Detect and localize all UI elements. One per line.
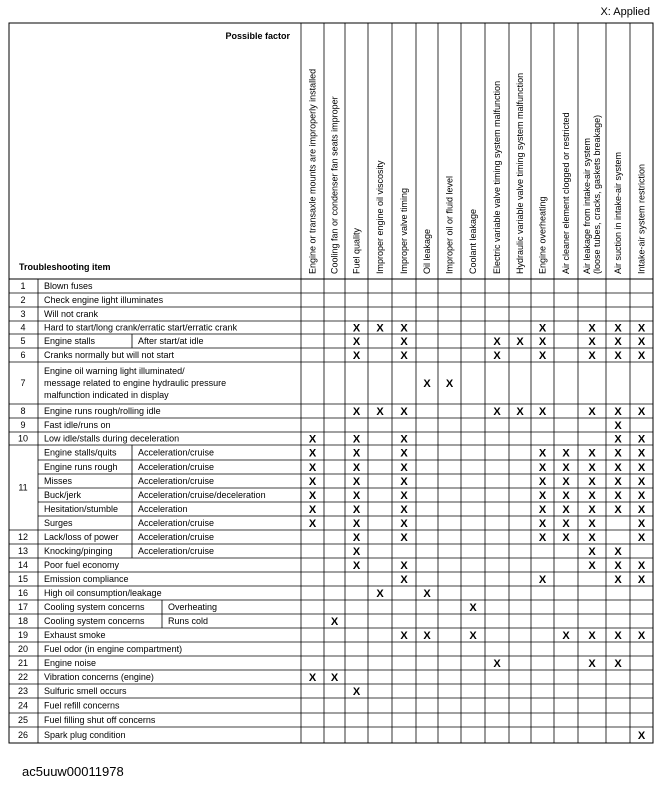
condition-text: Acceleration/cruise [138,476,215,486]
applied-mark: X [376,322,384,335]
factor-label: Hydraulic variable valve timing system malfunction [515,72,525,274]
factor-label: Improper valve timing [399,187,409,274]
applied-mark: X [400,574,408,586]
applied-mark: X [376,406,384,418]
troubleshooting-item: Surges [44,518,73,528]
factor-label: Coolant leakage [468,208,478,274]
applied-mark: X [538,350,547,362]
applied-mark: X [400,532,408,544]
applied-mark: X [637,476,646,488]
image-code: ac5uuw00011978 [22,764,124,779]
applied-mark: X [588,490,596,502]
applied-mark: X [400,406,408,418]
applied-mark: X [588,532,596,544]
applied-mark: X [614,336,622,348]
applied-mark: X [423,588,431,600]
troubleshooting-item: Fuel odor (in engine compartment) [44,644,183,654]
troubleshooting-item: Engine stalls/quits [44,447,117,458]
applied-mark: X [308,462,317,474]
applied-mark: X [352,546,361,558]
applied-mark: X [637,350,646,362]
applied-mark: X [588,630,596,642]
applied-mark: X [538,447,547,460]
applied-mark: X [588,546,596,558]
applied-mark: X [308,504,317,516]
applied-mark: X [538,336,547,348]
applied-mark: X [352,476,361,488]
applied-mark: X [352,490,361,502]
applied-mark: X [538,504,547,516]
applied-mark: X [538,476,547,488]
applied-mark: X [493,406,501,418]
applied-mark: X [423,630,431,642]
applied-mark: X [637,406,646,418]
applied-mark: X [308,476,317,488]
factor-label: Air suction in intake-air system [613,151,623,274]
applied-mark: X [330,616,339,628]
factor-label: Air leakage from intake-air system [582,137,592,274]
row-number: 10 [17,433,29,444]
applied-mark: X [614,322,622,335]
troubleshooting-item: Engine oil warning light illuminated/ [44,366,185,376]
applied-mark: X [588,658,596,670]
applied-mark: X [400,350,408,362]
troubleshooting-item: Fuel refill concerns [44,700,120,711]
row-number: 25 [17,715,29,725]
condition-text: Acceleration/cruise [138,532,215,542]
troubleshooting-item: Low idle/stalls during deceleration [44,433,180,444]
factor-label: Intake-air system restriction [636,163,647,274]
troubleshooting-item: Hard to start/long crank/erratic start/erratic crank [44,322,238,333]
row-number: 17 [17,602,29,612]
applied-mark: X [400,433,408,446]
factor-label: Fuel quality [351,227,362,274]
troubleshooting-item: Blown fuses [44,281,93,291]
troubleshooting-item: Cranks normally but will not start [44,350,175,360]
condition-text: After start/at idle [138,336,204,346]
applied-mark: X [588,560,596,572]
row-number: 16 [17,588,29,598]
troubleshooting-item: Engine stalls [44,336,96,346]
applied-mark: X [400,560,408,572]
applied-mark: X [469,602,477,614]
row-number: 5 [20,336,26,346]
condition-text: Acceleration/cruise [138,462,215,472]
row-number: 15 [17,574,29,584]
condition-text: Acceleration/cruise/deceleration [138,490,266,500]
applied-mark: X [637,574,646,586]
troubleshooting-item: Exhaust smoke [44,630,106,640]
applied-mark: X [562,476,570,488]
applied-mark: X [588,406,596,418]
applied-mark: X [588,504,596,516]
troubleshooting-item: Buck/jerk [44,490,82,500]
row-number: 24 [17,700,29,711]
applied-mark: X [400,462,408,474]
applied-mark: X [352,447,361,460]
troubleshooting-item: Vibration concerns (engine) [44,672,154,682]
applied-mark: X [588,350,596,362]
troubleshooting-item: Lack/loss of power [44,532,119,542]
applied-mark: X [588,322,596,335]
applied-mark: X [614,658,622,670]
applied-mark: X [308,447,317,460]
row-number: 1 [20,281,26,291]
applied-mark: X [400,630,408,642]
factor-label: Electric variable valve timing system malfunction [492,80,502,274]
condition-text: Acceleration/cruise [138,546,215,556]
applied-mark: X [400,336,408,348]
applied-mark: X [588,462,596,474]
troubleshooting-item: Fuel filling shut off concerns [44,715,156,725]
applied-mark: X [400,322,408,335]
applied-mark: X [330,672,339,684]
applied-mark: X [538,532,547,544]
applied-mark: X [352,686,361,698]
applied-mark: X [562,462,570,474]
applied-mark: X [423,378,431,390]
applied-mark: X [493,658,501,670]
applied-mark: X [562,532,570,544]
applied-mark: X [352,406,361,418]
applied-mark: X [516,406,524,418]
factor-label: Engine overheating [537,196,548,274]
applied-mark: X [308,433,317,446]
troubleshooting-item: Fast idle/runs on [44,420,111,430]
applied-mark: X [562,630,570,642]
applied-mark: X [493,336,501,348]
troubleshooting-item: Engine runs rough [44,462,118,472]
troubleshooting-item: Knocking/pinging [44,546,113,556]
troubleshooting-item-label: Troubleshooting item [19,262,111,272]
applied-mark: X [308,490,317,502]
row-number: 26 [17,730,29,740]
troubleshooting-item: High oil consumption/leakage [44,588,162,598]
applied-mark: X [400,447,408,460]
applied-mark: X [538,490,547,502]
applied-mark: X [538,518,547,530]
applied-mark: X [588,518,596,530]
applied-mark: X [637,336,646,348]
applied-mark: X [352,462,361,474]
applied-mark: X [562,504,570,516]
row-number: 9 [20,420,26,430]
applied-mark: X [352,560,361,572]
applied-mark: X [637,433,646,446]
applied-mark: X [308,518,317,530]
row-number: 3 [20,309,26,319]
row-number: 23 [17,686,29,696]
applied-mark: X [308,672,317,684]
applied-mark: X [352,532,361,544]
applied-mark: X [637,518,646,530]
condition-text: Acceleration/cruise [138,518,215,528]
applied-mark: X [637,630,646,642]
troubleshooting-item: Cooling system concerns [44,616,145,626]
applied-mark: X [614,574,622,586]
applied-mark: X [400,490,408,502]
troubleshooting-item: Check engine light illuminates [44,295,164,305]
applied-mark: X [538,406,547,418]
troubleshooting-item: malfunction indicated in display [44,390,169,400]
applied-mark: X [614,546,622,558]
factor-label: Improper oil or fluid level [444,175,455,274]
row-number: 21 [17,658,29,668]
troubleshooting-item: Cooling system concerns [44,602,145,612]
applied-mark: X [400,476,408,488]
applied-mark: X [400,504,408,516]
applied-mark: X [493,350,501,362]
applied-mark: X [614,462,622,474]
legend-text: X: Applied [600,6,650,18]
row-number: 2 [20,295,26,305]
condition-text: Overheating [168,602,218,612]
applied-mark: X [445,378,454,390]
applied-mark: X [614,490,622,502]
condition-text: Acceleration/cruise [138,447,215,458]
factor-label: Air cleaner element clogged or restricted [561,112,571,274]
applied-mark: X [538,574,547,586]
applied-mark: X [637,730,646,742]
applied-mark: X [614,350,622,362]
row-number: 18 [17,616,29,626]
applied-mark: X [637,532,646,544]
applied-mark: X [352,504,361,516]
row-number: 7 [20,378,26,388]
possible-factor-label: Possible factor [225,31,290,41]
troubleshooting-item: Misses [44,476,73,486]
applied-mark: X [562,490,570,502]
row-number: 11 [18,482,28,493]
applied-mark: X [637,490,646,502]
troubleshooting-item: Spark plug condition [44,730,126,740]
applied-mark: X [614,630,622,642]
row-number: 4 [20,322,26,333]
applied-mark: X [376,588,384,600]
applied-mark: X [469,630,477,642]
troubleshooting-item: Hesitation/stumble [44,504,119,514]
applied-mark: X [352,518,361,530]
applied-mark: X [588,336,596,348]
troubleshooting-item: Sulfuric smell occurs [44,686,127,696]
troubleshooting-item: Poor fuel economy [44,560,120,570]
troubleshooting-item: Emission compliance [44,574,129,584]
factor-label: Engine or transaxle mounts are improperly installed [307,68,318,274]
applied-mark: X [614,504,622,516]
applied-mark: X [637,560,646,572]
troubleshooting-item: Engine noise [44,658,97,668]
row-number: 6 [20,350,26,360]
troubleshooting-item: Will not crank [44,309,99,319]
row-number: 8 [20,406,26,416]
row-number: 13 [17,546,29,556]
troubleshooting-item: Engine runs rough/rolling idle [44,406,161,416]
applied-mark: X [562,447,570,460]
row-number: 22 [17,672,29,682]
row-number: 12 [17,532,29,542]
applied-mark: X [538,462,547,474]
row-number: 19 [17,630,29,640]
condition-text: Acceleration [138,504,188,514]
troubleshooting-item: message related to engine hydraulic pressure [44,378,227,388]
applied-mark: X [614,420,622,432]
row-number: 20 [17,644,29,654]
applied-mark: X [352,433,361,446]
applied-mark: X [538,322,547,335]
applied-mark: X [637,447,646,460]
applied-mark: X [352,322,361,335]
applied-mark: X [400,518,408,530]
applied-mark: X [614,447,622,460]
row-number: 14 [17,560,29,570]
applied-mark: X [352,350,361,362]
factor-label: Improper engine oil viscosity [375,160,385,274]
applied-mark: X [614,560,622,572]
applied-mark: X [516,336,524,348]
condition-text: Runs cold [168,616,209,626]
applied-mark: X [637,504,646,516]
applied-mark: X [588,447,596,460]
applied-mark: X [614,406,622,418]
applied-mark: X [562,518,570,530]
applied-mark: X [637,322,646,335]
applied-mark: X [614,433,622,446]
applied-mark: X [352,336,361,348]
applied-mark: X [588,476,596,488]
factor-label: (loose tubes, cracks, gaskets breakage) [592,114,602,274]
applied-mark: X [637,462,646,474]
factor-label: Cooling fan or condenser fan seats improper [329,96,340,274]
applied-mark: X [614,476,622,488]
factor-label: Oil leakage [422,228,432,274]
